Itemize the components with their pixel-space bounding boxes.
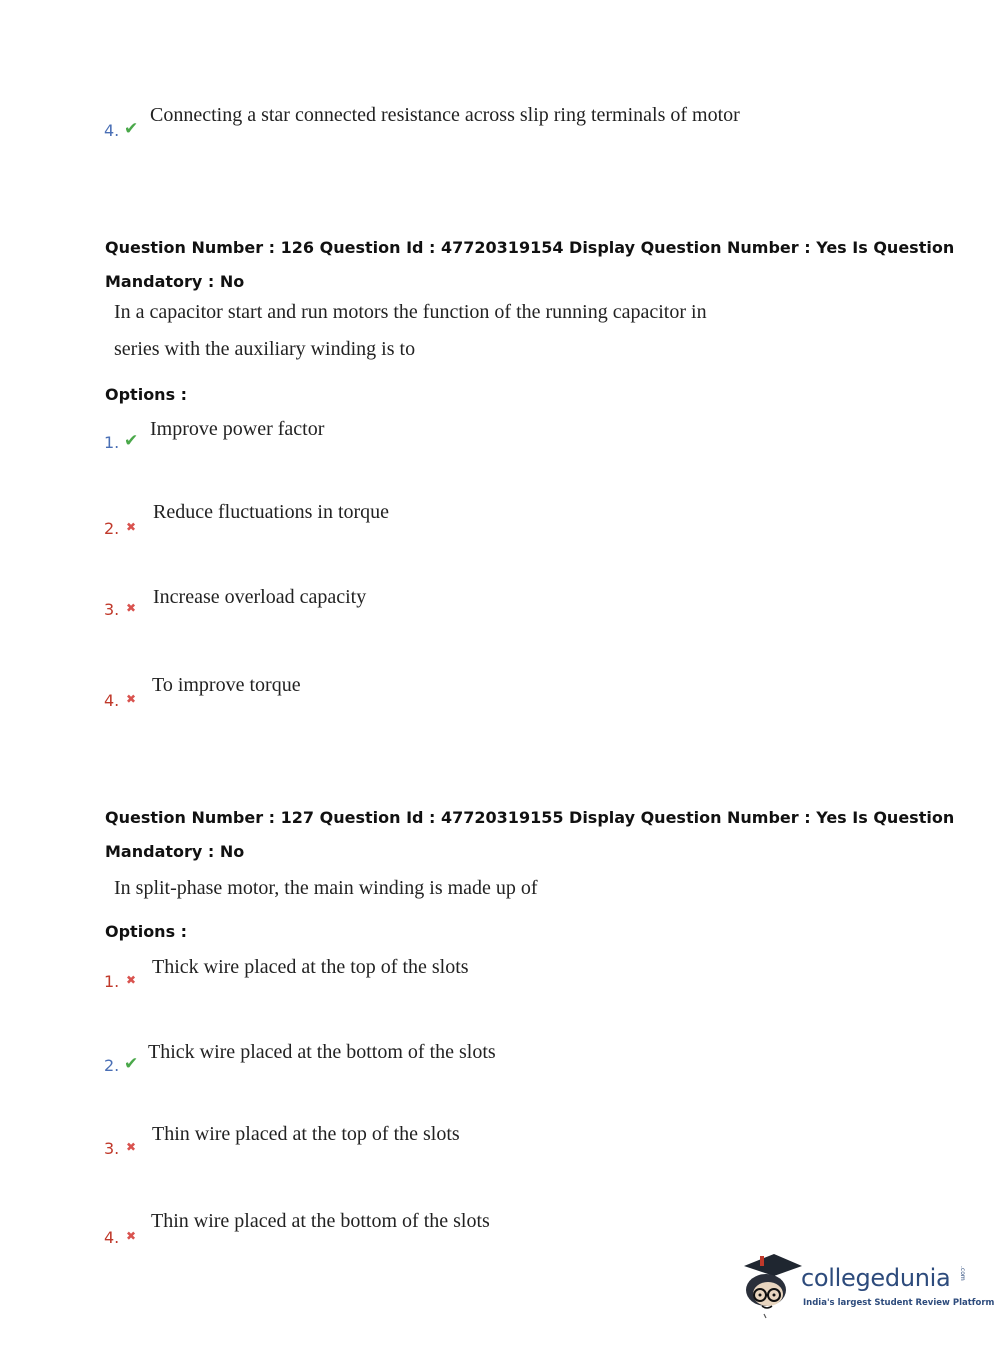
question-text: In a capacitor start and run motors the function of the running capacitor in	[114, 301, 707, 323]
cross-icon: ✖	[126, 601, 137, 615]
brand-name: collegedunia	[801, 1264, 951, 1292]
cross-icon: ✖	[126, 1229, 137, 1243]
check-icon: ✔	[124, 431, 139, 451]
option-text: Improve power factor	[150, 418, 325, 440]
option-number: 4.	[104, 1228, 120, 1247]
option-text: Connecting a star connected resistance across slip ring terminals of motor	[150, 104, 740, 126]
question-header-mandatory: Mandatory : No	[105, 842, 245, 861]
options-label: Options :	[105, 922, 188, 941]
cross-icon: ✖	[126, 1140, 137, 1154]
question-header-mandatory: Mandatory : No	[105, 272, 245, 291]
option-number: 4.	[104, 691, 120, 710]
brand-tagline: India's largest Student Review Platform	[803, 1298, 995, 1308]
options-label: Options :	[105, 385, 188, 404]
option-number: 2.	[104, 519, 120, 538]
option-number: 1.	[104, 433, 120, 452]
cross-icon: ✖	[126, 520, 137, 534]
check-icon: ✔	[124, 119, 139, 139]
question-header: Question Number : 127 Question Id : 47720319155 Display Question Number : Yes Is Question	[105, 808, 955, 827]
option-text: Increase overload capacity	[153, 586, 367, 608]
cross-icon: ✖	[126, 973, 137, 987]
option-number: 3.	[104, 600, 120, 619]
question-text: series with the auxiliary winding is to	[114, 338, 416, 360]
brand-domain-suffix: .com	[959, 1266, 966, 1281]
question-header: Question Number : 126 Question Id : 47720319154 Display Question Number : Yes Is Question	[105, 238, 955, 257]
option-text: Thin wire placed at the top of the slots	[152, 1123, 460, 1145]
cross-icon: ✖	[126, 692, 137, 706]
mascot-icon	[740, 1250, 802, 1320]
option-number: 4.	[104, 121, 120, 140]
option-text: Thin wire placed at the bottom of the slots	[151, 1210, 490, 1232]
option-number: 3.	[104, 1139, 120, 1158]
question-text: In split-phase motor, the main winding is made up of	[114, 877, 538, 899]
check-icon: ✔	[124, 1054, 139, 1074]
option-text: Thick wire placed at the bottom of the slots	[148, 1041, 496, 1063]
option-text: To improve torque	[152, 674, 301, 696]
option-number: 2.	[104, 1056, 120, 1075]
option-number: 1.	[104, 972, 120, 991]
option-text: Reduce fluctuations in torque	[153, 501, 390, 523]
collegedunia-logo	[740, 1250, 995, 1320]
option-text: Thick wire placed at the top of the slots	[152, 956, 469, 978]
